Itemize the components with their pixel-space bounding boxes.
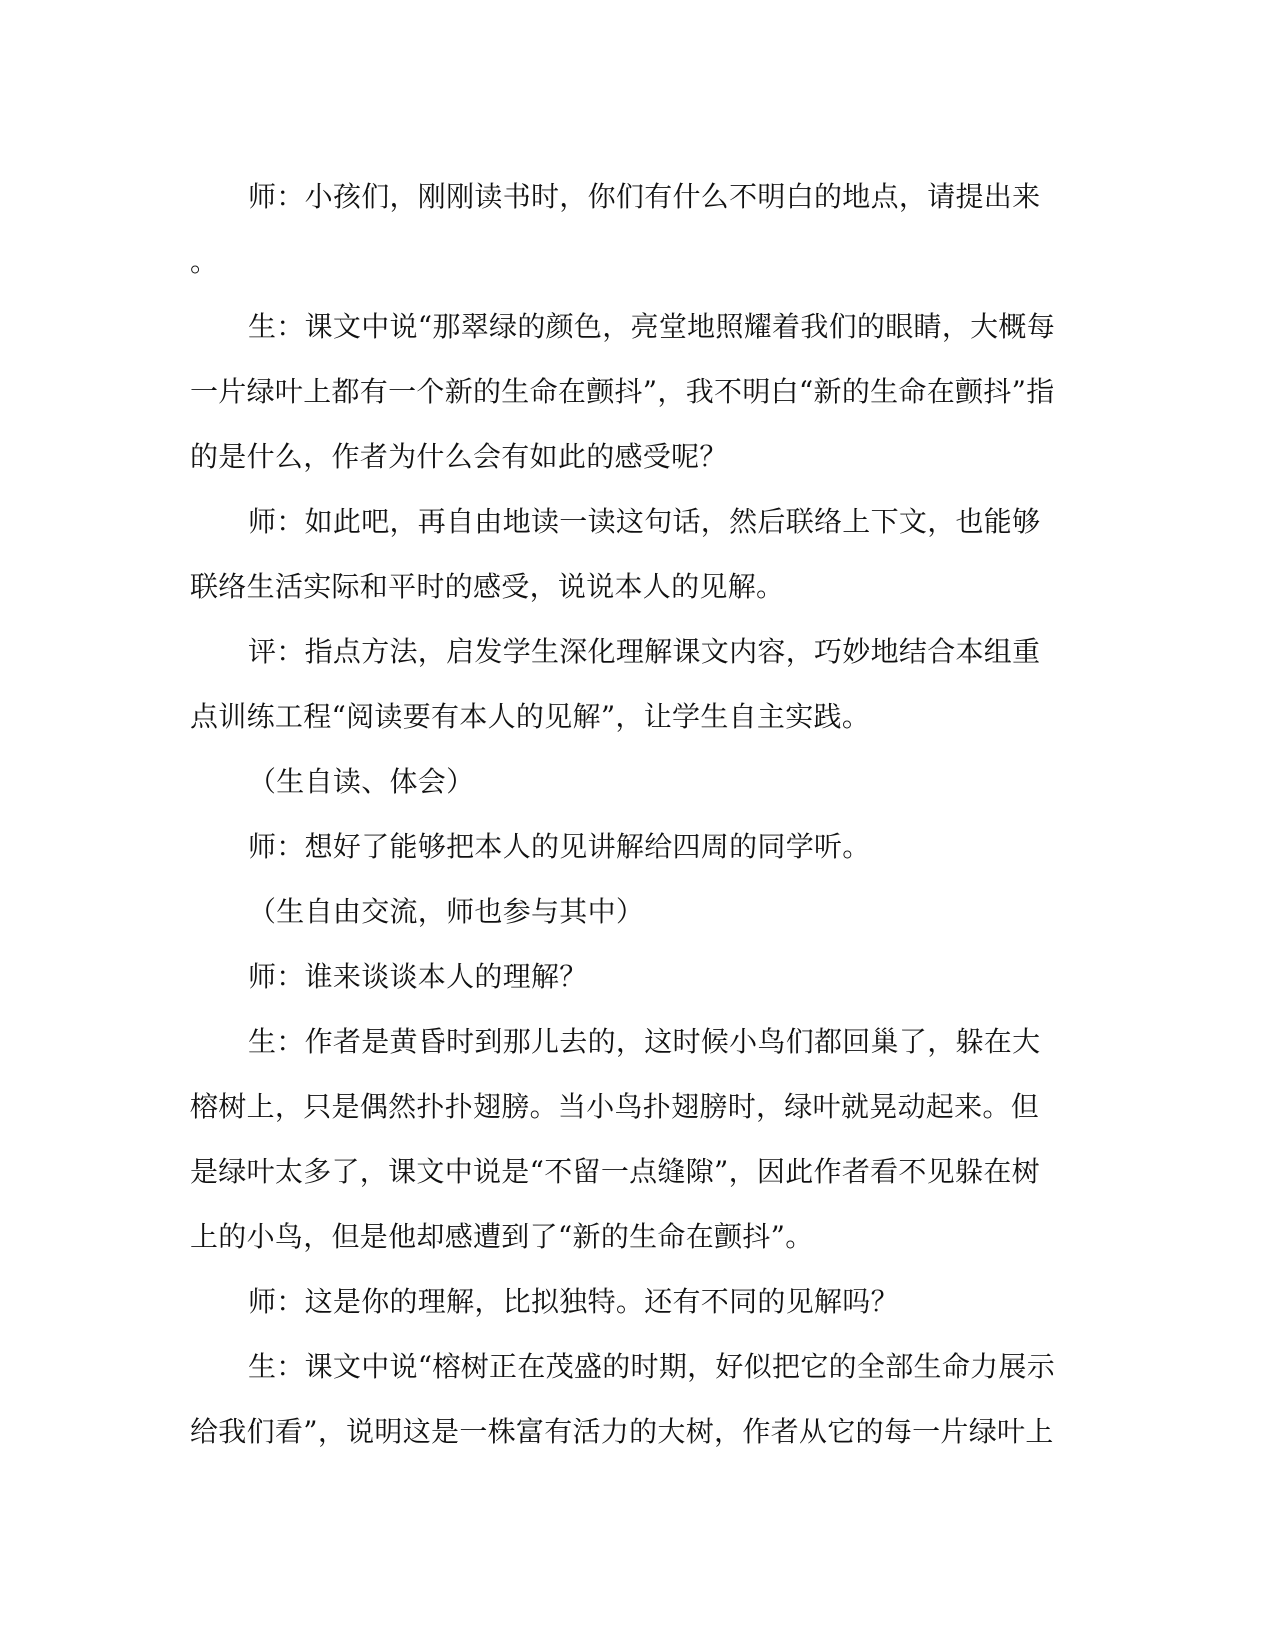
paragraph-line: 是绿叶太多了，课文中说是“不留一点缝隙”，因此作者看不见躲在树 <box>190 1155 1040 1188</box>
paragraph-line: 师：这是你的理解，比拟独特。还有不同的见解吗？ <box>248 1285 899 1318</box>
paragraph-line: 师：想好了能够把本人的见讲解给四周的同学听。 <box>248 830 871 863</box>
document-body <box>190 164 1090 1464</box>
paragraph-line: 给我们看”，说明这是一株富有活力的大树，作者从它的每一片绿叶上 <box>190 1415 1054 1448</box>
paragraph-line: 的是什么，作者为什么会有如此的感受呢？ <box>190 440 728 473</box>
paragraph-line: 师：谁来谈谈本人的理解？ <box>248 960 588 993</box>
paragraph-line: 生：课文中说“那翠绿的颜色，亮堂地照耀着我们的眼睛，大概每 <box>248 310 1056 343</box>
paragraph-line: 生：课文中说“榕树正在茂盛的时期，好似把它的全部生命力展示 <box>248 1350 1056 1383</box>
paragraph-line: 师：如此吧，再自由地读一读这句话，然后联络上下文，也能够 <box>248 505 1041 538</box>
paragraph-line: （生自读、体会） <box>248 765 475 798</box>
paragraph-line: 联络生活实际和平时的感受，说说本人的见解。 <box>190 570 785 603</box>
paragraph-line: 点训练工程“阅读要有本人的见解”，让学生自主实践。 <box>190 700 871 733</box>
paragraph-line: 评：指点方法，启发学生深化理解课文内容，巧妙地结合本组重 <box>248 635 1041 668</box>
paragraph-line: 师：小孩们，刚刚读书时，你们有什么不明白的地点，请提出来 <box>248 180 1041 213</box>
paragraph-line: 一片绿叶上都有一个新的生命在颤抖”，我不明白“新的生命在颤抖”指 <box>190 375 1055 408</box>
paragraph-line: （生自由交流，师也参与其中） <box>248 895 645 928</box>
paragraph-line: 榕树上，只是偶然扑扑翅膀。当小鸟扑翅膀时，绿叶就晃动起来。但 <box>190 1090 1040 1123</box>
paragraph-line: 生：作者是黄昏时到那儿去的，这时候小鸟们都回巢了，躲在大 <box>248 1025 1041 1058</box>
paragraph-line: 。 <box>190 245 219 278</box>
paragraph-line: 上的小鸟，但是他却感遭到了“新的生命在颤抖”。 <box>190 1220 814 1253</box>
